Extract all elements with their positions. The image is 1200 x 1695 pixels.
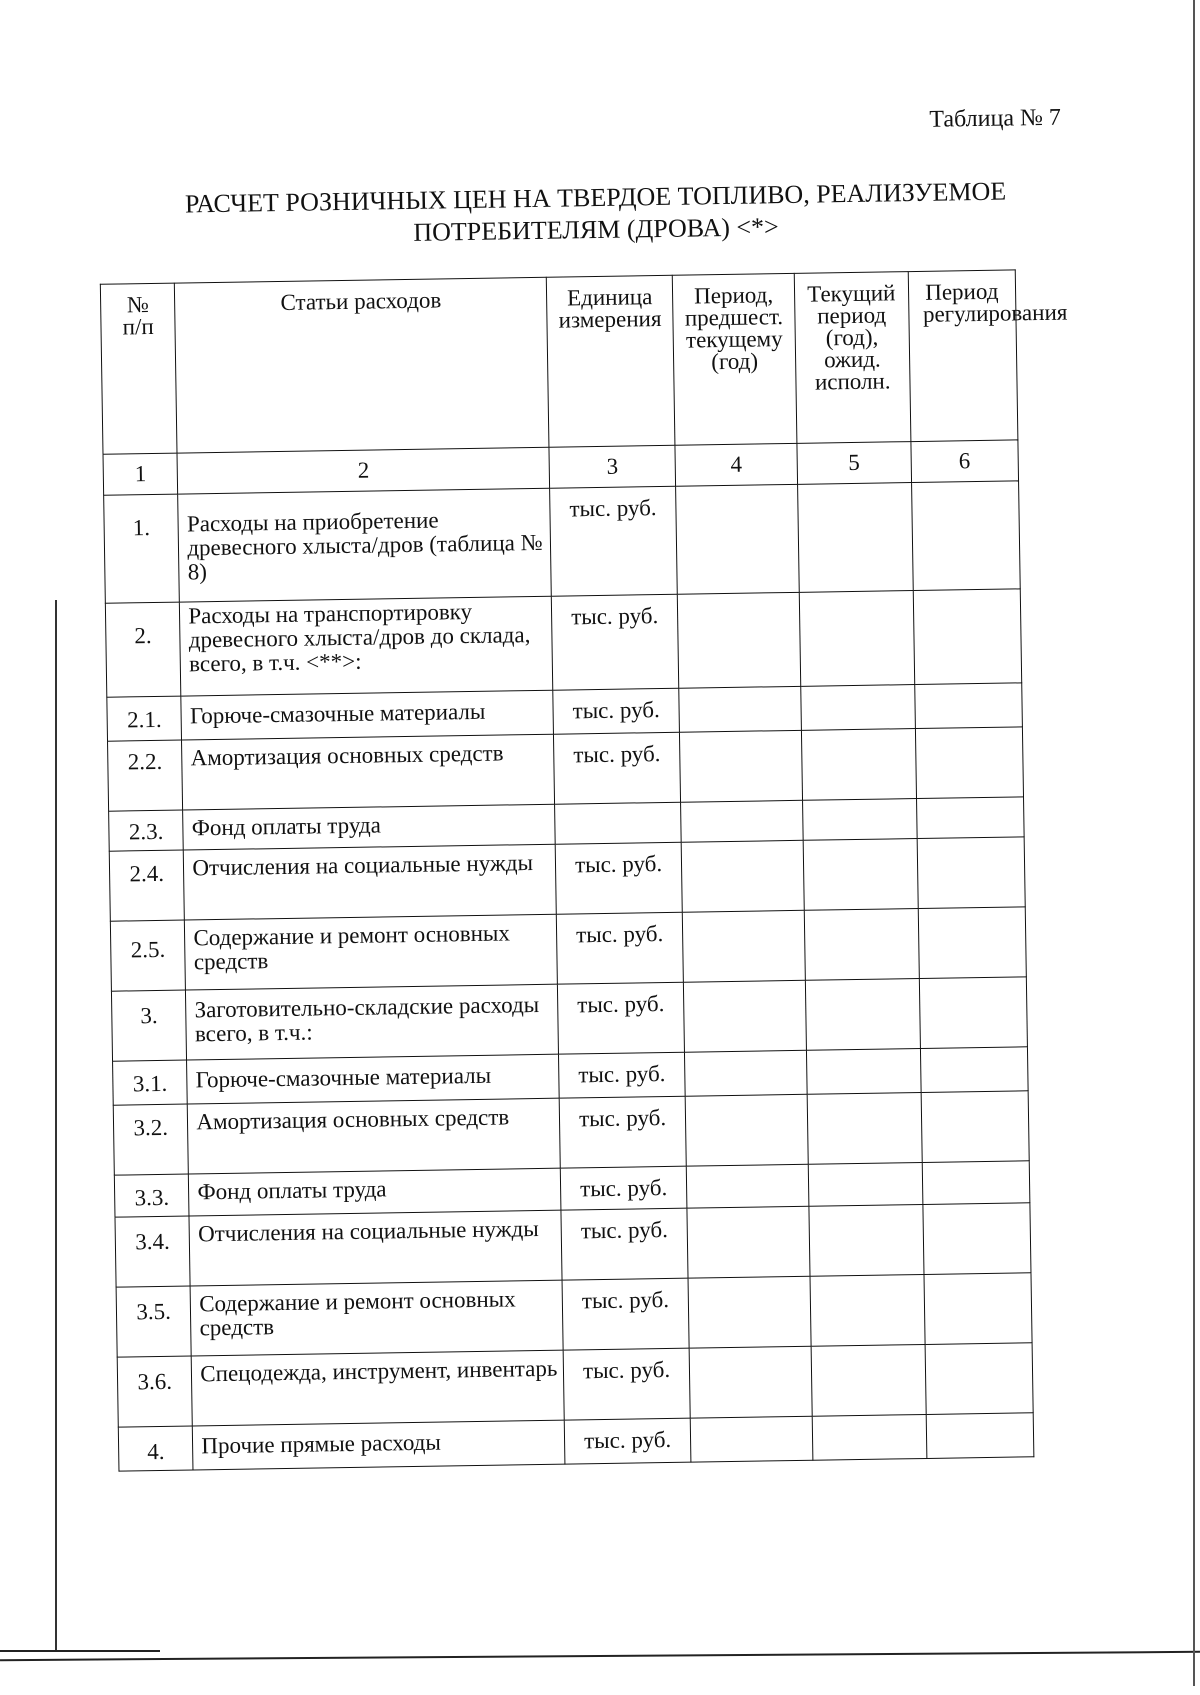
- row-item: Отчисления на социальные нужды: [184, 844, 557, 920]
- document-title: [130, 175, 1061, 254]
- row-item: Содержание и ремонт основных средств: [185, 914, 558, 990]
- row-unit: тыс. руб.: [564, 1418, 691, 1464]
- col-header-regulation-period: Период регулирования: [908, 270, 1018, 442]
- row-number: 2.: [105, 602, 181, 697]
- value-regulation: [921, 1091, 1030, 1163]
- col-number-6: 6: [910, 440, 1018, 483]
- col-header-item: Статьи расходов: [175, 277, 549, 453]
- value-current: [802, 799, 916, 841]
- value-prev: [688, 1276, 811, 1348]
- row-number: 3.2.: [113, 1104, 188, 1175]
- value-prev: [677, 592, 800, 688]
- value-regulation: [924, 1273, 1033, 1345]
- value-regulation: [913, 589, 1022, 685]
- table-row: [104, 481, 1021, 603]
- row-number: 2.2.: [108, 740, 183, 811]
- value-current: [805, 979, 920, 1051]
- row-item: Расходы на транспортировку древесного хлыста/дров до склада, всего, в т.ч. <**>:: [180, 596, 553, 696]
- row-item: Амортизация основных средств: [188, 1098, 561, 1174]
- row-item: Горюче-смазочные материалы: [181, 690, 553, 740]
- col-header-unit: Единица измерения: [546, 275, 675, 447]
- row-item: Фонд оплаты труда: [189, 1168, 561, 1216]
- value-regulation: [918, 907, 1027, 979]
- row-unit: тыс. руб.: [560, 1166, 687, 1210]
- scan-right-edge: [1193, 0, 1195, 1686]
- col-header-prev-period: Период, предшест. текущему (год): [672, 273, 797, 445]
- value-current: [809, 1204, 924, 1276]
- value-prev: [685, 1094, 808, 1166]
- row-number: 2.5.: [110, 920, 185, 991]
- row-unit: тыс. руб.: [563, 1348, 690, 1420]
- value-regulation: [922, 1203, 1031, 1275]
- row-number: 3.1.: [113, 1060, 188, 1105]
- value-current: [807, 1092, 922, 1164]
- value-current: [803, 839, 918, 911]
- row-item: Спецодежда, инструмент, инвентарь: [192, 1350, 565, 1426]
- title-line-1: РАСЧЕТ РОЗНИЧНЫХ ЦЕН НА ТВЕРДОЕ ТОПЛИВО, РЕАЛИЗУЕМОЕ: [184, 176, 1007, 219]
- row-item: Амортизация основных средств: [182, 734, 555, 810]
- row-item: Содержание и ремонт основных средств: [190, 1280, 563, 1356]
- row-item: Отчисления на социальные нужды: [189, 1210, 562, 1286]
- title-line-2: ПОТРЕБИТЕЛЯМ (ДРОВА) <*>: [413, 212, 779, 247]
- value-prev: [686, 1164, 809, 1208]
- value-prev: [676, 484, 800, 594]
- row-number: 3.4.: [115, 1216, 190, 1287]
- value-current: [808, 1162, 922, 1206]
- row-number: 4.: [118, 1426, 193, 1471]
- row-number: 3.5.: [116, 1286, 191, 1357]
- value-regulation: [919, 977, 1028, 1049]
- row-number: 3.3.: [114, 1174, 189, 1217]
- col-header-current-period: Текущий период (год), ожид. исполн.: [794, 272, 910, 444]
- row-item: Заготовительно-складские расходы всего, в т.ч.:: [186, 984, 559, 1060]
- row-unit: тыс. руб.: [554, 732, 681, 804]
- cost-calculation-table: [100, 269, 1068, 1471]
- value-prev: [681, 840, 804, 912]
- value-prev: [689, 1346, 812, 1418]
- row-unit: тыс. руб.: [558, 982, 685, 1054]
- value-current: [799, 591, 914, 687]
- row-unit: тыс. руб.: [550, 486, 678, 596]
- value-prev: [681, 800, 803, 842]
- row-unit: тыс. руб.: [559, 1052, 686, 1098]
- row-number: 2.1.: [107, 696, 182, 741]
- col-number-3: 3: [549, 445, 676, 488]
- col-number-2: 2: [177, 447, 549, 494]
- value-regulation: [922, 1161, 1030, 1205]
- scan-left-edge: [55, 600, 57, 1650]
- row-unit: тыс. руб.: [562, 1278, 689, 1350]
- row-item: Горюче-смазочные материалы: [187, 1054, 559, 1104]
- row-unit: тыс. руб.: [561, 1208, 688, 1280]
- value-regulation: [917, 837, 1026, 909]
- row-unit: тыс. руб.: [555, 842, 682, 914]
- value-prev: [690, 1416, 813, 1462]
- col-number-5: 5: [797, 442, 911, 485]
- row-item: Расходы на приобретение древесного хлыста/дров (таблица № 8): [178, 488, 551, 602]
- header-row: [100, 270, 1018, 454]
- row-unit: тыс. руб.: [551, 594, 678, 690]
- value-regulation: [911, 481, 1020, 591]
- value-current: [804, 909, 919, 981]
- value-prev: [683, 980, 806, 1052]
- row-number: 1.: [104, 494, 180, 603]
- col-header-number: № п/п: [100, 283, 177, 454]
- value-prev: [685, 1050, 808, 1096]
- table-number-label: Таблица № 7: [929, 104, 1062, 133]
- value-prev: [680, 730, 803, 802]
- value-regulation: [915, 727, 1024, 799]
- value-current: [811, 1344, 926, 1416]
- row-unit: тыс. руб.: [553, 688, 680, 734]
- value-regulation: [916, 797, 1024, 839]
- row-number: 2.3.: [109, 810, 184, 851]
- row-item: Фонд оплаты труда: [183, 804, 555, 850]
- value-current: [801, 729, 916, 801]
- value-current: [806, 1049, 920, 1095]
- value-current: [801, 685, 915, 731]
- value-regulation: [914, 683, 1022, 729]
- row-item: Прочие прямые расходы: [193, 1420, 565, 1470]
- row-unit: тыс. руб.: [559, 1096, 686, 1168]
- scan-bottom-rule-short: [0, 1650, 160, 1652]
- value-current: [810, 1274, 925, 1346]
- row-unit: тыс. руб.: [556, 912, 683, 984]
- row-number: 2.4.: [109, 850, 184, 921]
- value-current: [798, 483, 913, 593]
- value-regulation: [925, 1343, 1034, 1415]
- row-number: 3.: [111, 990, 186, 1061]
- row-number: 3.6.: [117, 1356, 192, 1427]
- table-row: [105, 589, 1021, 697]
- col-number-1: 1: [103, 453, 178, 495]
- value-regulation: [920, 1047, 1028, 1093]
- col-number-4: 4: [675, 443, 797, 486]
- value-prev: [682, 910, 805, 982]
- row-unit: [555, 802, 682, 844]
- value-current: [812, 1414, 926, 1460]
- value-regulation: [926, 1413, 1034, 1459]
- value-prev: [679, 686, 802, 732]
- value-prev: [687, 1206, 810, 1278]
